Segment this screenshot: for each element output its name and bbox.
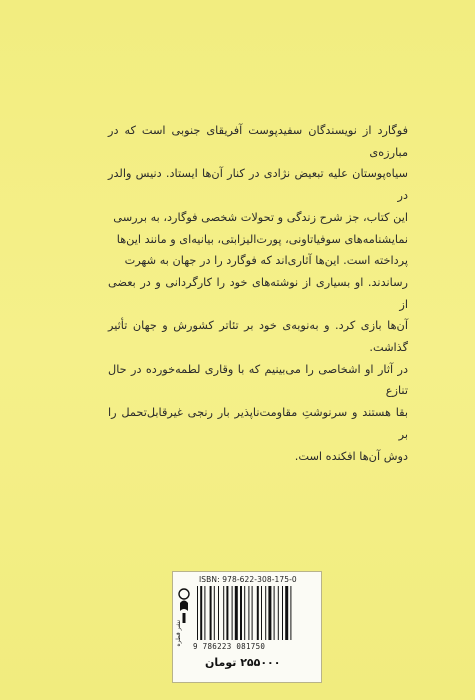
publisher-name: نشر قطره	[175, 620, 182, 647]
barcode-icon	[195, 586, 315, 640]
blurb-line: این کتاب، جز شرح زندگی و تحولات شخصی فوگارد، به بررسی	[113, 210, 408, 224]
blurb-line: نمایشنامه‌های سوفیاتاونی، پورت‌الیزابتی، بیانیه‌ای و مانند این‌ها	[116, 232, 408, 246]
blurb-line: رساندند. او بسیاری از نوشته‌های خود را کارگردانی و در بعضی از	[108, 275, 408, 311]
blurb-line: سیاه‌پوستان علیه تبعیض نژادی در کنار آن‌ها ایستاد. دنیس والدر در	[108, 167, 408, 203]
blurb-line: دوش آن‌ها افکنده است.	[294, 449, 408, 463]
barcode-box	[172, 571, 322, 683]
barcode-digits: 9 786223 081750	[193, 642, 266, 651]
blurb-line: فوگارد از نویسندگان سفیدپوست آفریقای جنوبی است که در مبارزه‌ی	[108, 124, 408, 159]
blurb-line: در آثار او اشخاصی را می‌بینیم که با وقاری لطمه‌خورده در حال تنازع	[108, 362, 408, 398]
blurb-line: بقا هستند و سرنوشتِ مقاومت‌ناپذیر بار رنجی غیرقابل‌تحمل را بر	[108, 406, 408, 441]
blurb-line: آن‌ها بازی کرد. و به‌نوبه‌ی خود بر تئاتر کشورش و جهان تأثیر گذاشت.	[108, 319, 408, 355]
isbn-label: ISBN: 978-622-308-175-0	[199, 575, 297, 584]
price: ۲۵۵۰۰۰ تومان	[205, 656, 281, 669]
book-blurb	[108, 120, 408, 467]
blurb-line: پرداخته است. این‌ها آثاری‌اند که فوگارد را در جهان به شهرت	[124, 254, 408, 268]
